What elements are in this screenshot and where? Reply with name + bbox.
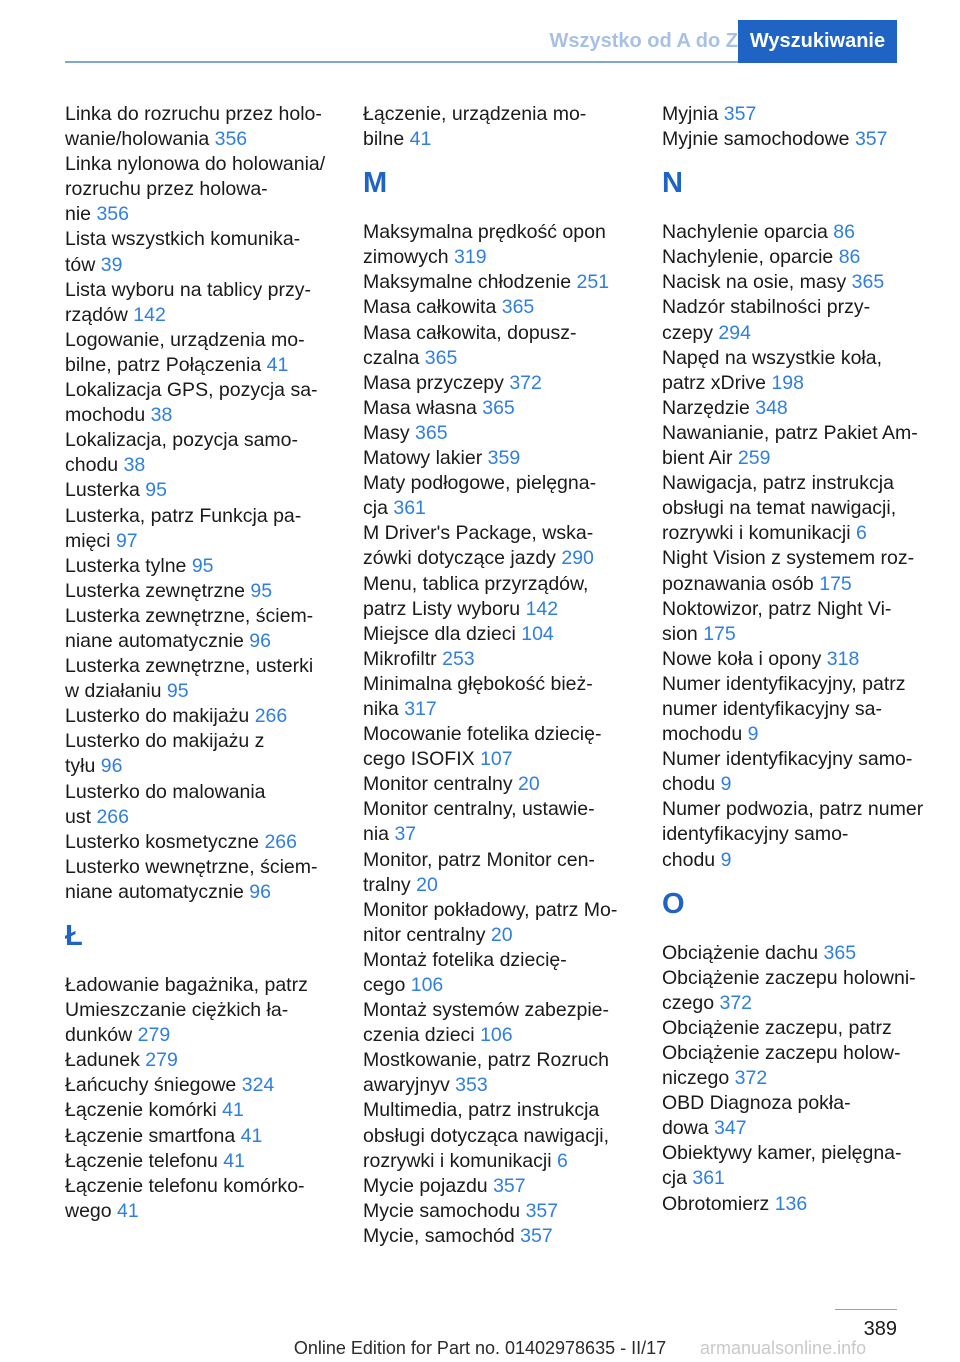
index-entry	[363, 371, 655, 396]
page-reference-link[interactable]: 357	[525, 1199, 559, 1222]
page-reference-link[interactable]: 38	[150, 404, 173, 427]
tab-search[interactable]: Wyszukiwanie	[738, 20, 897, 63]
index-entry-text: obsługi na temat nawigacji,	[662, 497, 897, 520]
index-entry-text: Mycie samochodu	[363, 1199, 521, 1222]
index-column-1	[65, 102, 357, 1224]
index-entry-text: Łączenie smartfona	[65, 1124, 236, 1147]
index-entry-text: Ładunek	[65, 1049, 140, 1072]
index-entry-text: Łączenie, urządzenia mo-	[363, 103, 587, 125]
index-entry-text: Obrotomierz	[662, 1192, 770, 1215]
index-entry-text: Lokalizacja GPS, pozycja sa-	[65, 379, 318, 402]
page-reference-link[interactable]: 356	[96, 203, 129, 226]
index-entry	[65, 704, 357, 729]
page-reference-link[interactable]: 9	[747, 723, 759, 746]
footer-watermark: armanualsonline.info	[700, 1338, 867, 1358]
index-entry-text: Mocowanie fotelika dziecię-	[363, 723, 602, 746]
index-entry-text: Łączenie telefonu	[65, 1149, 218, 1172]
page-reference-link[interactable]: 175	[819, 572, 852, 595]
index-entry-text: chodu	[662, 773, 716, 796]
index-entry	[65, 654, 357, 704]
index-entry-text: Myjnia	[662, 103, 719, 125]
index-entry-text: zimowych	[363, 246, 449, 269]
index-entry-text: nia	[363, 823, 390, 846]
index-entry	[65, 604, 357, 654]
index-entry-text: Mikrofiltr	[363, 647, 437, 670]
index-entry	[65, 1048, 357, 1073]
index-entry-text: cja	[662, 1167, 687, 1190]
index-entry-text: tralny	[363, 873, 411, 896]
index-entry	[363, 647, 655, 672]
page-reference-link[interactable]: 175	[703, 622, 736, 645]
page-reference-link[interactable]: 106	[480, 1024, 513, 1047]
index-entry-text: Montaż systemów zabezpie-	[363, 999, 610, 1022]
page-reference-link[interactable]: 37	[394, 823, 417, 846]
index-entry	[363, 1224, 655, 1249]
index-entry-text: czego	[662, 991, 715, 1014]
index-entry	[65, 1174, 357, 1224]
page-reference-link[interactable]: 104	[521, 622, 554, 645]
index-entry	[662, 1192, 954, 1217]
page-reference-link[interactable]: 20	[490, 923, 513, 946]
index-entry-text: poznawania osób	[662, 572, 814, 595]
index-letter-heading: Ł	[65, 920, 83, 952]
tab-a-to-z[interactable]: Wszystko od A do Z	[549, 30, 738, 52]
index-entry	[363, 102, 655, 152]
index-entry-text: Narzędzie	[662, 396, 750, 419]
index-entry	[65, 102, 357, 152]
index-entry-text: nika	[363, 697, 399, 720]
index-entry	[363, 622, 655, 647]
index-entry	[363, 1174, 655, 1199]
index-entry-text: rozruchu przez holowa-	[65, 178, 268, 201]
index-entry-text: zówki dotyczące jazdy	[363, 547, 556, 570]
page-reference-link[interactable]: 259	[737, 447, 771, 470]
index-entry-text: czepy	[662, 321, 713, 344]
index-entry	[65, 729, 357, 779]
index-entry	[662, 220, 954, 245]
index-entry-text: Monitor pokładowy, patrz Mo-	[363, 898, 618, 921]
index-entry	[65, 278, 357, 328]
index-entry	[363, 848, 655, 898]
index-entry-text: Mycie, samochód	[363, 1224, 515, 1247]
page-reference-link[interactable]: 6	[556, 1149, 568, 1172]
index-entry-text: mochodu	[65, 404, 146, 427]
index-entry-text: mięci	[65, 529, 111, 552]
page-reference-link[interactable]: 198	[771, 371, 804, 394]
page-reference-link[interactable]: 95	[250, 579, 273, 602]
index-entry	[65, 152, 357, 227]
page-reference-link[interactable]: 372	[719, 991, 753, 1014]
index-entry-text: Lusterka zewnętrzne, usterki	[65, 655, 314, 678]
index-entry-text: Masa przyczepy	[363, 371, 504, 394]
index-entry-text: Night Vision z systemem roz-	[662, 547, 915, 570]
index-entry-text: chodu	[65, 454, 119, 477]
index-entry	[662, 270, 954, 295]
index-entry	[65, 378, 357, 428]
footer-edition: Online Edition for Part no. 01402978635 - II/17	[293, 1338, 667, 1358]
index-entry-text: ust	[65, 805, 92, 828]
index-entry-text: Montaż fotelika dziecię-	[363, 948, 567, 971]
page-reference-link[interactable]: 365	[501, 296, 535, 319]
page-reference-link[interactable]: 279	[145, 1049, 178, 1072]
index-entry	[662, 245, 954, 270]
page-reference-link[interactable]: 317	[404, 697, 437, 720]
index-entry-text: Monitor, patrz Monitor cen-	[363, 848, 595, 871]
index-entry	[363, 948, 655, 998]
index-entry	[363, 998, 655, 1048]
index-entry-text: Lusterko do makijażu z	[65, 730, 265, 753]
page-reference-link[interactable]: 357	[493, 1174, 526, 1197]
index-entry-text: Monitor centralny	[363, 773, 513, 796]
index-entry	[662, 1016, 954, 1091]
index-entry	[65, 227, 357, 277]
index-entry-text: Obiektywy kamer, pielęgna-	[662, 1142, 902, 1165]
index-entry-text: Masa całkowita, dopusz-	[363, 321, 577, 344]
index-entry-text: Numer podwozia, patrz numer	[662, 798, 924, 821]
page-reference-link[interactable]: 324	[241, 1074, 275, 1097]
index-entry-text: Obciążenie zaczepu holowni-	[662, 966, 916, 989]
index-entry-text: Łączenie telefonu komórko-	[65, 1174, 305, 1197]
page-reference-link[interactable]: 353	[455, 1074, 488, 1097]
index-entry-text: Masa całkowita	[363, 296, 497, 319]
index-entry-text: Minimalna głębokość bież-	[363, 672, 593, 695]
index-entry-text: nitor centralny	[363, 923, 486, 946]
index-entry	[363, 797, 655, 847]
index-entry	[363, 1098, 655, 1173]
index-entry	[65, 830, 357, 855]
page-reference-link[interactable]: 251	[576, 271, 610, 294]
index-entry	[662, 396, 954, 421]
page-reference-link[interactable]: 365	[482, 396, 515, 419]
index-entry-text: Mostkowanie, patrz Rozruch	[363, 1049, 610, 1072]
index-letter-heading: M	[363, 167, 388, 200]
index-entry-text: niane automatycznie	[65, 880, 244, 903]
page-reference-link[interactable]: 142	[133, 303, 166, 326]
index-entry-text: Lusterko do malowania	[65, 780, 266, 803]
index-entry-text: Nowe koła i opony	[662, 647, 822, 670]
page-reference-link[interactable]: 136	[774, 1192, 808, 1215]
index-entry	[363, 295, 655, 320]
page-reference-link[interactable]: 361	[692, 1167, 725, 1190]
index-entry-text: Lusterko kosmetyczne	[65, 830, 260, 853]
page-reference-link[interactable]: 41	[409, 128, 432, 151]
index-entry-text: wanie/holowania	[65, 128, 210, 151]
index-entry-text: Obciążenie dachu	[662, 941, 819, 964]
page-reference-link[interactable]: 365	[415, 421, 448, 444]
index-entry-text: Lista wszystkich komunika-	[65, 228, 301, 251]
index-entry-text: Linka nylonowa do holowania/	[65, 153, 326, 176]
index-entry-text: Menu, tablica przyrządów,	[363, 572, 589, 595]
index-entry	[363, 572, 655, 622]
page-reference-link[interactable]: 86	[838, 246, 861, 269]
page-reference-link[interactable]: 107	[480, 748, 513, 771]
page-reference-link[interactable]: 348	[755, 396, 788, 419]
index-entry	[65, 328, 357, 378]
page-reference-link[interactable]: 41	[117, 1199, 139, 1222]
page-reference-link[interactable]: 41	[240, 1124, 263, 1147]
index-entry-text: Obciążenie zaczepu holow-	[662, 1042, 901, 1064]
index-entry	[662, 1141, 954, 1191]
page-reference-link[interactable]: 106	[410, 974, 444, 996]
index-entry-text: Lista wyboru na tablicy przy-	[65, 278, 312, 301]
page-reference-link[interactable]: 279	[137, 1024, 171, 1047]
index-entry-text: Numer identyfikacyjny, patrz	[662, 672, 906, 695]
page-reference-link[interactable]: 97	[115, 529, 138, 552]
index-entry	[363, 446, 655, 471]
index-entry-text: patrz xDrive	[662, 371, 767, 394]
index-entry-text: Nachylenie oparcia	[662, 221, 828, 244]
index-entry	[662, 747, 954, 797]
index-entry-text: Masy	[363, 421, 410, 444]
index-entry-text: sion	[662, 622, 698, 645]
index-entry-text: mochodu	[662, 723, 743, 746]
index-entry	[363, 672, 655, 722]
index-entry-text: Nawanianie, patrz Pakiet Am-	[662, 421, 918, 444]
page-reference-link[interactable]: 6	[855, 522, 867, 545]
index-entry-text: bilne, patrz Połączenia	[65, 353, 262, 376]
page-reference-link[interactable]: 86	[833, 221, 855, 244]
index-entry	[65, 780, 357, 830]
index-entry	[662, 546, 954, 596]
page-reference-link[interactable]: 357	[854, 128, 888, 151]
index-entry-text: wego	[65, 1199, 112, 1222]
index-entry	[363, 1048, 655, 1098]
index-entry-text: Łańcuchy śniegowe	[65, 1074, 237, 1097]
index-entry-text: Maty podłogowe, pielęgna-	[363, 472, 597, 495]
index-entry	[65, 973, 357, 1048]
index-entry-text: tów	[65, 253, 96, 276]
index-entry-text: Napęd na wszystkie koła,	[662, 346, 883, 369]
page-reference-link[interactable]: 372	[509, 371, 542, 394]
index-entry	[363, 898, 655, 948]
index-entry-text: Maksymalna prędkość opon	[363, 221, 606, 244]
index-entry	[363, 220, 655, 270]
page-reference-link[interactable]: 365	[424, 346, 458, 369]
index-entry-text: Ładowanie bagażnika, patrz	[65, 974, 308, 996]
page-reference-link[interactable]: 96	[249, 880, 271, 903]
index-entry-text: Lusterko do makijażu	[65, 705, 250, 728]
index-entry-text: Obciążenie zaczepu, patrz	[662, 1016, 892, 1039]
page-reference-link[interactable]: 95	[191, 554, 214, 577]
page-reference-link[interactable]: 41	[266, 353, 289, 376]
index-entry-text: Lusterka	[65, 479, 140, 502]
index-entry-text: Myjnie samochodowe	[662, 128, 850, 151]
index-entry	[363, 321, 655, 371]
index-entry-text: Matowy lakier	[363, 447, 483, 470]
index-entry	[662, 127, 954, 152]
index-entry	[662, 597, 954, 647]
index-column-2	[363, 102, 655, 1249]
page-reference-link[interactable]: 9	[720, 773, 732, 796]
index-entry	[363, 396, 655, 421]
index-entry-text: OBD Diagnoza pokła-	[662, 1092, 851, 1115]
index-entry	[65, 428, 357, 478]
index-entry	[65, 855, 357, 905]
index-entry-text: Nacisk na osie, masy	[662, 271, 847, 294]
index-entry	[363, 521, 655, 571]
index-entry	[363, 772, 655, 797]
page-reference-link[interactable]: 266	[264, 830, 297, 853]
index-entry-text: cja	[363, 497, 388, 520]
page-reference-link[interactable]: 359	[487, 447, 521, 470]
index-entry	[662, 421, 954, 471]
index-entry-text: Łączenie komórki	[65, 1099, 217, 1122]
page-reference-link[interactable]: 95	[166, 680, 189, 703]
page-reference-link[interactable]: 253	[442, 647, 475, 670]
page-reference-link[interactable]: 319	[454, 246, 487, 269]
index-entry-text: czenia dzieci	[363, 1024, 475, 1047]
page-reference-link[interactable]: 96	[249, 629, 271, 652]
page-reference-link[interactable]: 318	[826, 647, 860, 670]
index-entry-text: M Driver's Package, wska-	[363, 522, 594, 545]
index-entry-text: dunków	[65, 1024, 133, 1047]
index-entry-text: Maksymalne chłodzenie	[363, 271, 572, 294]
page-reference-link[interactable]: 142	[525, 597, 559, 620]
index-entry-text: Lusterka zewnętrzne	[65, 579, 245, 602]
index-entry-text: identyfikacyjny samo-	[662, 823, 849, 846]
index-entry-text: tyłu	[65, 755, 96, 778]
index-entry	[662, 797, 954, 872]
page-reference-link[interactable]: 20	[416, 873, 438, 896]
index-entry-text: patrz Listy wyboru	[363, 597, 521, 620]
page-reference-link[interactable]: 95	[145, 479, 167, 502]
page-reference-link[interactable]: 361	[393, 497, 426, 520]
index-entry	[363, 1199, 655, 1224]
index-entry-text: bient Air	[662, 447, 733, 470]
index-entry	[65, 554, 357, 579]
index-entry-text: bilne	[363, 128, 405, 151]
index-entry	[662, 295, 954, 345]
index-entry-text: Multimedia, patrz instrukcja	[363, 1099, 600, 1122]
page-reference-link[interactable]: 347	[714, 1117, 747, 1140]
index-entry-text: Miejsce dla dzieci	[363, 622, 516, 645]
page-reference-link[interactable]: 39	[100, 253, 123, 276]
index-entry-text: Linka do rozruchu przez holo-	[65, 103, 322, 125]
index-entry	[662, 471, 954, 546]
index-entry-text: rozrywki i komunikacji	[363, 1149, 552, 1172]
index-entry	[662, 672, 954, 747]
page-reference-link[interactable]: 372	[734, 1067, 768, 1090]
index-entry-text: Lusterka zewnętrzne, ściem-	[65, 604, 314, 627]
index-entry-text: cego ISOFIX	[363, 748, 475, 771]
page-reference-link[interactable]: 38	[123, 454, 146, 477]
index-entry	[65, 579, 357, 604]
page-reference-link[interactable]: 290	[561, 547, 594, 570]
index-entry-text: Lokalizacja, pozycja samo-	[65, 429, 299, 452]
index-entry-text: Numer identyfikacyjny samo-	[662, 748, 913, 771]
index-entry	[363, 270, 655, 295]
index-entry	[662, 647, 954, 672]
index-entry-text: obsługi dotycząca nawigacji,	[363, 1124, 610, 1147]
index-entry-text: Monitor centralny, ustawie-	[363, 798, 595, 821]
index-column-3	[662, 102, 954, 1217]
index-entry-text: Mycie pojazdu	[363, 1174, 488, 1197]
index-entry	[662, 1091, 954, 1141]
index-entry-text: nie	[65, 203, 92, 226]
index-entry	[662, 941, 954, 966]
index-entry-text: cego	[363, 974, 406, 996]
index-entry-text: Umieszczanie ciężkich ła-	[65, 999, 289, 1022]
page-number-rule	[835, 1309, 897, 1310]
index-entry	[662, 966, 954, 1016]
page-reference-link[interactable]: 356	[214, 128, 248, 151]
index-entry-text: czalna	[363, 346, 420, 369]
index-entry	[65, 504, 357, 554]
index-entry-text: niane automatycznie	[65, 629, 244, 652]
index-entry-text: Nadzór stabilności przy-	[662, 296, 871, 319]
index-entry	[662, 102, 954, 127]
page-reference-link[interactable]: 357	[723, 103, 757, 125]
page-reference-link[interactable]: 357	[520, 1224, 553, 1247]
index-entry-text: Lusterka, patrz Funkcja pa-	[65, 504, 302, 527]
index-entry-text: Masa własna	[363, 396, 477, 419]
index-entry-text: awaryjnyv	[363, 1074, 450, 1097]
page-reference-link[interactable]: 294	[718, 321, 751, 344]
index-entry	[65, 478, 357, 503]
index-entry	[363, 471, 655, 521]
page-reference-link[interactable]: 266	[96, 805, 129, 828]
index-entry-text: Noktowizor, patrz Night Vi-	[662, 597, 892, 620]
index-letter-heading: O	[662, 887, 685, 920]
index-entry	[65, 1073, 357, 1098]
page-reference-link[interactable]: 41	[223, 1149, 245, 1172]
index-entry-text: Nawigacja, patrz instrukcja	[662, 472, 894, 495]
index-entry-text: Logowanie, urządzenia mo-	[65, 328, 305, 351]
index-entry	[65, 1098, 357, 1123]
index-entry-text: Lusterka tylne	[65, 554, 187, 577]
index-entry-text: w działaniu	[65, 680, 162, 703]
page-reference-link[interactable]: 365	[823, 941, 857, 964]
page-reference-link[interactable]: 266	[254, 705, 288, 728]
index-entry	[65, 1124, 357, 1149]
page-reference-link[interactable]: 20	[518, 773, 540, 796]
page-reference-link[interactable]: 365	[851, 271, 885, 294]
page-reference-link[interactable]: 41	[222, 1099, 244, 1122]
index-entry-text: rozrywki i komunikacji	[662, 522, 851, 545]
index-entry-text: rządów	[65, 303, 128, 326]
index-entry-text: chodu	[662, 848, 716, 871]
index-entry	[65, 1149, 357, 1174]
page-reference-link[interactable]: 96	[100, 755, 123, 778]
index-entry-text: dowa	[662, 1117, 709, 1140]
page-number: 389	[863, 1318, 897, 1340]
index-letter-heading: N	[662, 167, 683, 200]
index-entry-text: niczego	[662, 1067, 730, 1090]
index-entry	[363, 421, 655, 446]
index-entry-text: Lusterko wewnętrzne, ściem-	[65, 855, 318, 878]
page-reference-link[interactable]: 9	[720, 848, 732, 871]
index-entry-text: Nachylenie, oparcie	[662, 246, 834, 269]
index-entry	[363, 722, 655, 772]
index-entry	[662, 346, 954, 396]
index-entry-text: numer identyfikacyjny sa-	[662, 697, 883, 720]
